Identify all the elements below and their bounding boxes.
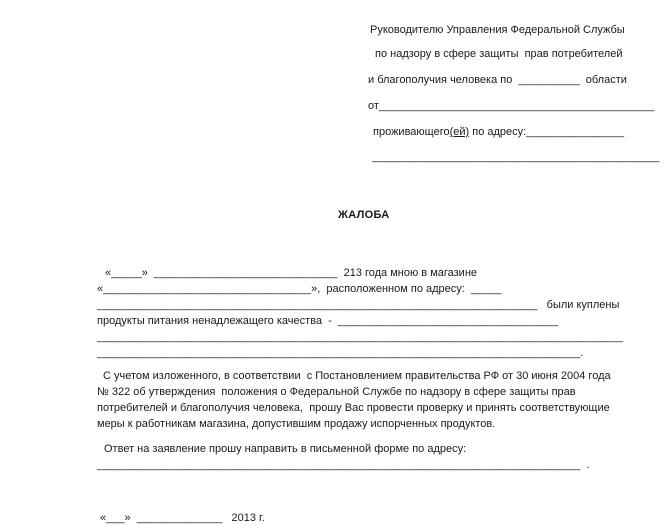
reply-address-blank: _______________________________________________________________________________ . bbox=[97, 459, 590, 471]
address-gender-suffix: (ей) bbox=[449, 126, 470, 138]
complaint-line-5: ______________________________________________________________________________________ bbox=[97, 331, 624, 343]
addressee-line-2: по надзору в сфере защиты прав потребителей bbox=[375, 48, 623, 60]
addressee-line-3: и благополучия человека по __________ области bbox=[368, 74, 627, 86]
addressee-line-from: от_____________________________________________ bbox=[368, 100, 655, 112]
addressee-line-blank: _______________________________________________ bbox=[372, 151, 660, 163]
complaint-line-2: «__________________________________», расположенном по адресу: _____ bbox=[97, 283, 502, 295]
address-prefix: проживающего bbox=[373, 126, 450, 138]
document-title: ЖАЛОБА bbox=[338, 209, 390, 221]
addressee-line-address bbox=[373, 125, 624, 139]
request-line-4: меры к работникам магазина, допустившим продажу испорченных продуктов. bbox=[97, 418, 496, 430]
request-line-1: С учетом изложенного, в соответствии с Постановлением правительства РФ от 30 июня 2004 года bbox=[103, 370, 611, 382]
signature-date-line: «___» ______________ 2013 г. bbox=[100, 512, 265, 524]
complaint-line-1: «_____» ______________________________ 213 года мною в магазине bbox=[105, 267, 478, 279]
reply-address-label: Ответ на заявление прошу направить в письменной форме по адресу: bbox=[104, 443, 467, 455]
complaint-line-4: продукты питания ненадлежащего качества - ____________________________________ bbox=[97, 315, 559, 327]
request-line-3: потребителей и благополучия человека, прошу Вас провести проверку и принять соответствующие bbox=[97, 402, 610, 414]
addressee-line-1: Руководителю Управления Федеральной Службы bbox=[370, 24, 625, 36]
address-suffix: по адресу:________________ bbox=[469, 126, 625, 138]
complaint-line-6: _______________________________________________________________________________. bbox=[97, 347, 584, 359]
request-line-2: № 322 об утверждения положения о Федеральной Службе по надзору в сфере защиты прав bbox=[97, 386, 576, 398]
complaint-line-3: ________________________________________________________________________ были куплены bbox=[97, 299, 620, 311]
